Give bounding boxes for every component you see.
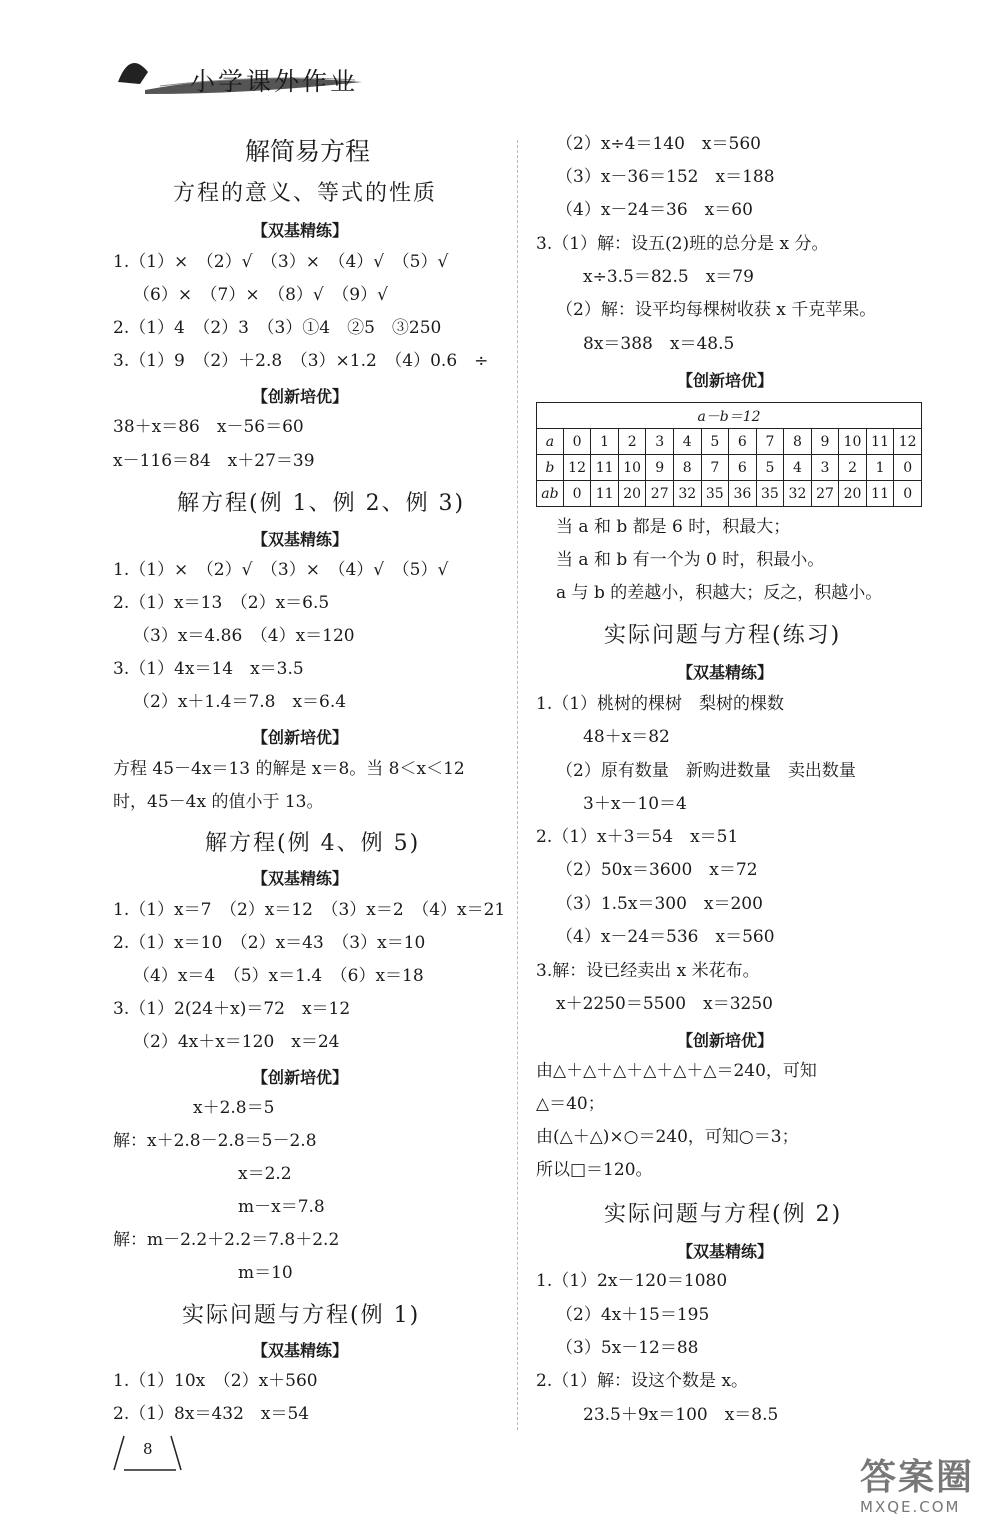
answer-line: 1.（1）10x （2）x＋560 [113, 1371, 318, 1391]
answer-line: 所以□＝120。 [536, 1160, 653, 1180]
answer-line: 1.（1）× （2）√ （3）× （4）√ （5）√ [113, 560, 449, 580]
answer-line: x＋2.8＝5 [193, 1098, 275, 1118]
table-cell: 32 [784, 481, 812, 507]
answer-line: 1.（1）桃树的棵树 梨树的棵数 [536, 694, 785, 714]
answer-line: 23.5＋9x＝100 x＝8.5 [583, 1405, 779, 1425]
answer-line: （3）1.5x＝300 x＝200 [556, 894, 763, 914]
answer-line: 方程 45－4x＝13 的解是 x＝8。当 8＜x＜12 [113, 759, 465, 779]
table-cell: 2 [839, 455, 867, 481]
subheading: 【双基精练】 [252, 530, 349, 549]
table-cell: 6 [729, 455, 757, 481]
watermark-bottom: MXQE.COM [860, 1498, 961, 1516]
answer-line: m＝10 [238, 1263, 293, 1283]
product-table [536, 402, 922, 507]
answer-line: （2）50x＝3600 x＝72 [556, 860, 758, 880]
answer-line: 当 a 和 b 有一个为 0 时，积最小。 [556, 550, 825, 570]
answer-line: 解：x＋2.8－2.8＝5－2.8 [113, 1131, 317, 1151]
row-label: a [537, 429, 564, 455]
answer-line: x＝2.2 [238, 1164, 292, 1184]
subheading: 【创新培优】 [252, 387, 349, 406]
subheading: 【创新培优】 [677, 371, 774, 390]
answer-line: （3）5x－12＝88 [556, 1338, 699, 1358]
section-title: 实际问题与方程(例 1) [182, 1303, 421, 1328]
table-cell: 35 [701, 481, 729, 507]
answer-line: （2）4x＋15＝195 [556, 1305, 710, 1325]
answer-line: m－x＝7.8 [238, 1197, 325, 1217]
answer-line: 3.解：设已经卖出 x 米花布。 [536, 961, 760, 981]
table-caption: a－b＝12 [537, 403, 922, 429]
answer-line: 1.（1）x＝7 （2）x＝12 （3）x＝2 （4）x＝21 [113, 900, 506, 920]
answer-line: （2）x＋1.4＝7.8 x＝6.4 [133, 692, 347, 712]
answer-line: 1.（1）× （2）√ （3）× （4）√ （5）√ [113, 252, 449, 272]
subheading: 【双基精练】 [677, 663, 774, 682]
section-title: 解方程(例 4、例 5) [205, 831, 421, 856]
table-cell: 36 [729, 481, 757, 507]
answer-line: （2）原有数量 新购进数量 卖出数量 [556, 761, 856, 781]
table-cell: 7 [756, 429, 784, 455]
section-title: 实际问题与方程(练习) [604, 623, 842, 648]
column-divider [517, 140, 518, 1430]
answer-line: 8x＝388 x＝48.5 [583, 334, 735, 354]
table-cell: 12 [894, 429, 922, 455]
answer-line: （4）x－24＝536 x＝560 [556, 927, 775, 947]
subheading: 【双基精练】 [252, 869, 349, 888]
subheading: 【双基精练】 [252, 1341, 349, 1360]
table-cell: 10 [618, 455, 646, 481]
subheading: 【双基精练】 [677, 1242, 774, 1261]
answer-line: （3）x－36＝152 x＝188 [556, 167, 775, 187]
table-cell: 27 [811, 481, 839, 507]
answer-line: （2）4x＋x＝120 x＝24 [133, 1032, 340, 1052]
table-cell: 1 [866, 455, 894, 481]
subheading: 【创新培优】 [252, 728, 349, 747]
table-caption-row [537, 403, 922, 429]
table-cell: 11 [866, 429, 894, 455]
answer-line: 38＋x＝86 x－56＝60 [113, 417, 304, 437]
answer-line: 2.（1）x＝10 （2）x＝43 （3）x＝10 [113, 933, 426, 953]
table-row [537, 455, 922, 481]
answer-line: x÷3.5＝82.5 x＝79 [583, 267, 754, 287]
table-cell: 8 [673, 455, 701, 481]
table-cell: 8 [784, 429, 812, 455]
answer-line: 时，45－4x 的值小于 13。 [113, 792, 324, 812]
answer-line: 3.（1）2(24＋x)＝72 x＝12 [113, 999, 351, 1019]
answer-line: （4）x－24＝36 x＝60 [556, 200, 753, 220]
answer-line: 48＋x＝82 [583, 727, 670, 747]
answer-line: 3＋x－10＝4 [583, 794, 687, 814]
answer-line: 2.（1）x＝13 （2）x＝6.5 [113, 593, 330, 613]
table-cell: 32 [673, 481, 701, 507]
table-row [537, 481, 922, 507]
subheading: 【创新培优】 [677, 1031, 774, 1050]
table-cell: 35 [756, 481, 784, 507]
table-cell: 3 [811, 455, 839, 481]
answer-line: （6）× （7）× （8）√ （9）√ [133, 285, 388, 305]
table-cell: 11 [591, 481, 619, 507]
table-cell: 27 [646, 481, 674, 507]
table-cell: 20 [618, 481, 646, 507]
table-cell: 3 [646, 429, 674, 455]
answer-line: 由(△＋△)×○＝240，可知○＝3； [536, 1127, 799, 1147]
table-cell: 4 [673, 429, 701, 455]
table-cell: 9 [646, 455, 674, 481]
answer-line: 2.（1）解：设这个数是 x。 [536, 1371, 749, 1391]
answer-line: （3）x＝4.86 （4）x＝120 [133, 626, 355, 646]
section-title: 实际问题与方程(例 2) [604, 1202, 843, 1227]
page-number: 8 [143, 1440, 153, 1458]
table-cell: 7 [701, 455, 729, 481]
table-cell: 5 [701, 429, 729, 455]
header-title: 小学课外作业 [190, 67, 359, 96]
answer-line: （2）解：设平均每棵树收获 x 千克苹果。 [556, 300, 877, 320]
table-cell: 0 [894, 455, 922, 481]
section-title: 解方程(例 1、例 2、例 3) [177, 491, 466, 516]
answer-line: 3.（1）解：设五(2)班的总分是 x 分。 [536, 234, 829, 254]
table-cell: 20 [839, 481, 867, 507]
table-row [537, 429, 922, 455]
watermark [860, 1458, 974, 1516]
table-cell: 5 [756, 455, 784, 481]
table-cell: 1 [591, 429, 619, 455]
answer-line: 2.（1）4 （2）3 （3）①4 ②5 ③250 [113, 318, 442, 338]
answer-line: 3.（1）4x＝14 x＝3.5 [113, 659, 304, 679]
table-cell: 9 [811, 429, 839, 455]
answer-line: x－116＝84 x＋27＝39 [113, 451, 315, 471]
answer-line: （4）x＝4 （5）x＝1.4 （6）x＝18 [133, 966, 424, 986]
table-cell: 0 [894, 481, 922, 507]
answer-line: a 与 b 的差越小，积越大；反之，积越小。 [556, 583, 883, 603]
row-label: ab [537, 481, 564, 507]
answer-line: 3.（1）9 （2）＋2.8 （3）×1.2 （4）0.6 ÷ [113, 351, 489, 371]
section-title: 方程的意义、等式的性质 [173, 181, 438, 206]
table-cell: 0 [563, 481, 591, 507]
watermark-top: 答案圈 [860, 1457, 975, 1498]
table-cell: 6 [729, 429, 757, 455]
answer-line: 1.（1）2x－120＝1080 [536, 1271, 728, 1291]
table-cell: 0 [563, 429, 591, 455]
answer-line: 由△＋△＋△＋△＋△＋△＝240，可知 [536, 1061, 817, 1081]
table-cell: 10 [839, 429, 867, 455]
answer-line: 2.（1）x＋3＝54 x＝51 [536, 827, 739, 847]
answer-line: x＋2250＝5500 x＝3250 [556, 994, 773, 1014]
answer-line: （2）x÷4＝140 x＝560 [556, 134, 761, 154]
answer-line: 2.（1）8x＝432 x＝54 [113, 1404, 310, 1424]
table-cell: 12 [563, 455, 591, 481]
page-title: 解简易方程 [245, 137, 371, 166]
subheading: 【创新培优】 [252, 1068, 349, 1087]
row-label: b [537, 455, 564, 481]
answer-line: △＝40； [536, 1094, 605, 1114]
answer-line: 当 a 和 b 都是 6 时，积最大； [556, 517, 791, 537]
table-cell: 2 [618, 429, 646, 455]
table-cell: 11 [866, 481, 894, 507]
table-cell: 11 [591, 455, 619, 481]
answer-line: 解：m－2.2＋2.2＝7.8＋2.2 [113, 1230, 340, 1250]
table-cell: 4 [784, 455, 812, 481]
subheading: 【双基精练】 [252, 221, 349, 240]
